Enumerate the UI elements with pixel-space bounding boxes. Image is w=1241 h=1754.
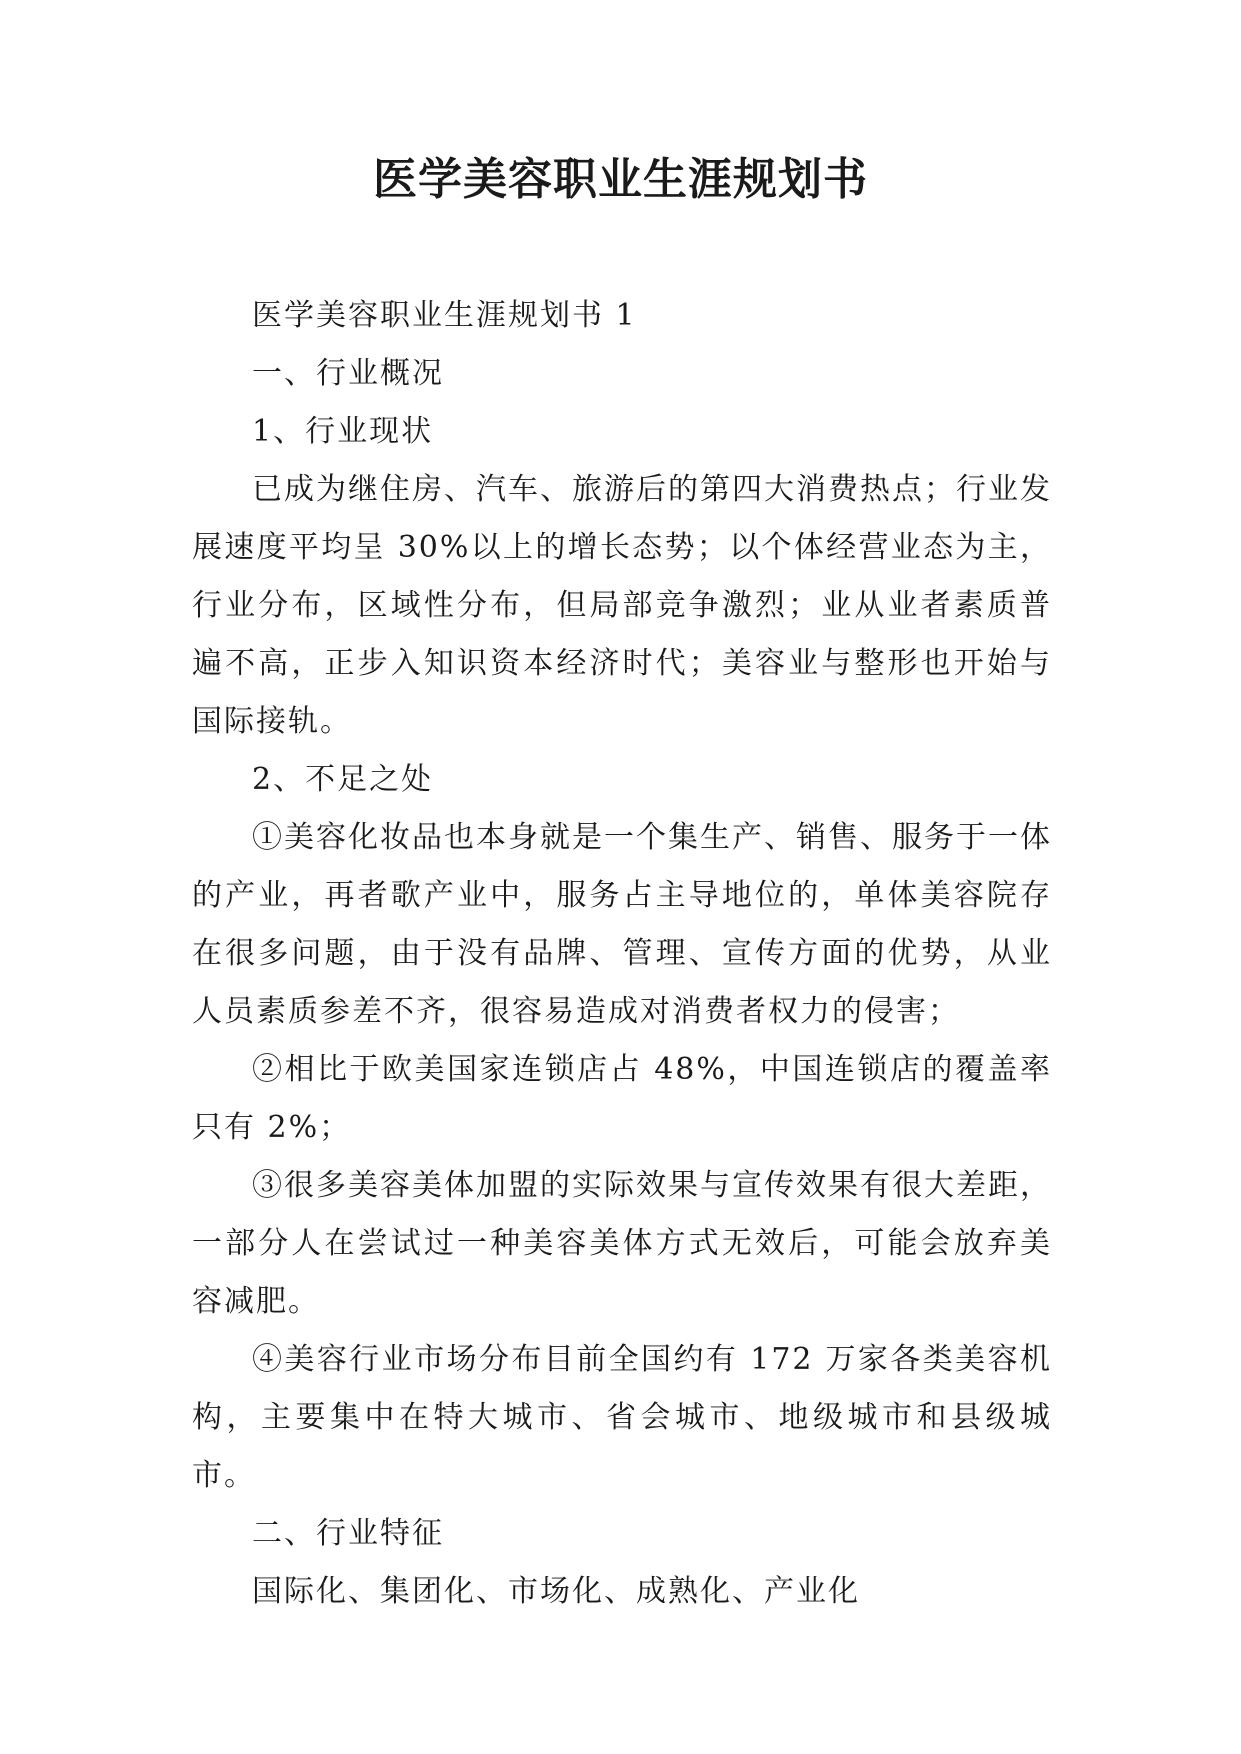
document-title: 医学美容职业生涯规划书: [373, 154, 868, 205]
paragraph-shortcoming-3: ③很多美容美体加盟的实际效果与宣传效果有很大差距，一部分人在尝试过一种美容美体方式无效后，可能会放弃美容减肥。: [192, 1168, 1052, 1319]
paragraph-subtitle: 医学美容职业生涯规划书 1: [252, 298, 637, 333]
paragraph-industry-features: 国际化、集团化、市场化、成熟化、产业化: [252, 1574, 860, 1609]
heading-industry-status: 1、行业现状: [252, 414, 434, 449]
paragraph-shortcoming-2: ②相比于欧美国家连锁店占 48%，中国连锁店的覆盖率只有 2%；: [192, 1052, 1052, 1145]
document-body: [192, 287, 1052, 1621]
paragraph-shortcoming-1: ①美容化妆品也本身就是一个集生产、销售、服务于一体的产业，再者歌产业中，服务占主导地位的，单体美容院存在很多问题，由于没有品牌、管理、宣传方面的优势，从业人员素质参差不齐，很容易造成对消费者权力的侵害；: [192, 820, 1052, 1029]
paragraph-shortcoming-4: ④美容行业市场分布目前全国约有 172 万家各类美容机构，主要集中在特大城市、省会城市、地级城市和县级城市。: [192, 1342, 1052, 1493]
heading-industry-overview: 一、行业概况: [252, 356, 444, 391]
heading-industry-features: 二、行业特征: [252, 1516, 444, 1551]
paragraph-industry-status: 已成为继住房、汽车、旅游后的第四大消费热点；行业发展速度平均呈 30%以上的增长态势；以个体经营业态为主，行业分布，区域性分布，但局部竞争激烈；业从业者素质普遍不高，正步入知识资本经济时代；美容业与整形也开始与国际接轨。: [192, 472, 1052, 739]
heading-shortcomings: 2、不足之处: [252, 762, 434, 797]
